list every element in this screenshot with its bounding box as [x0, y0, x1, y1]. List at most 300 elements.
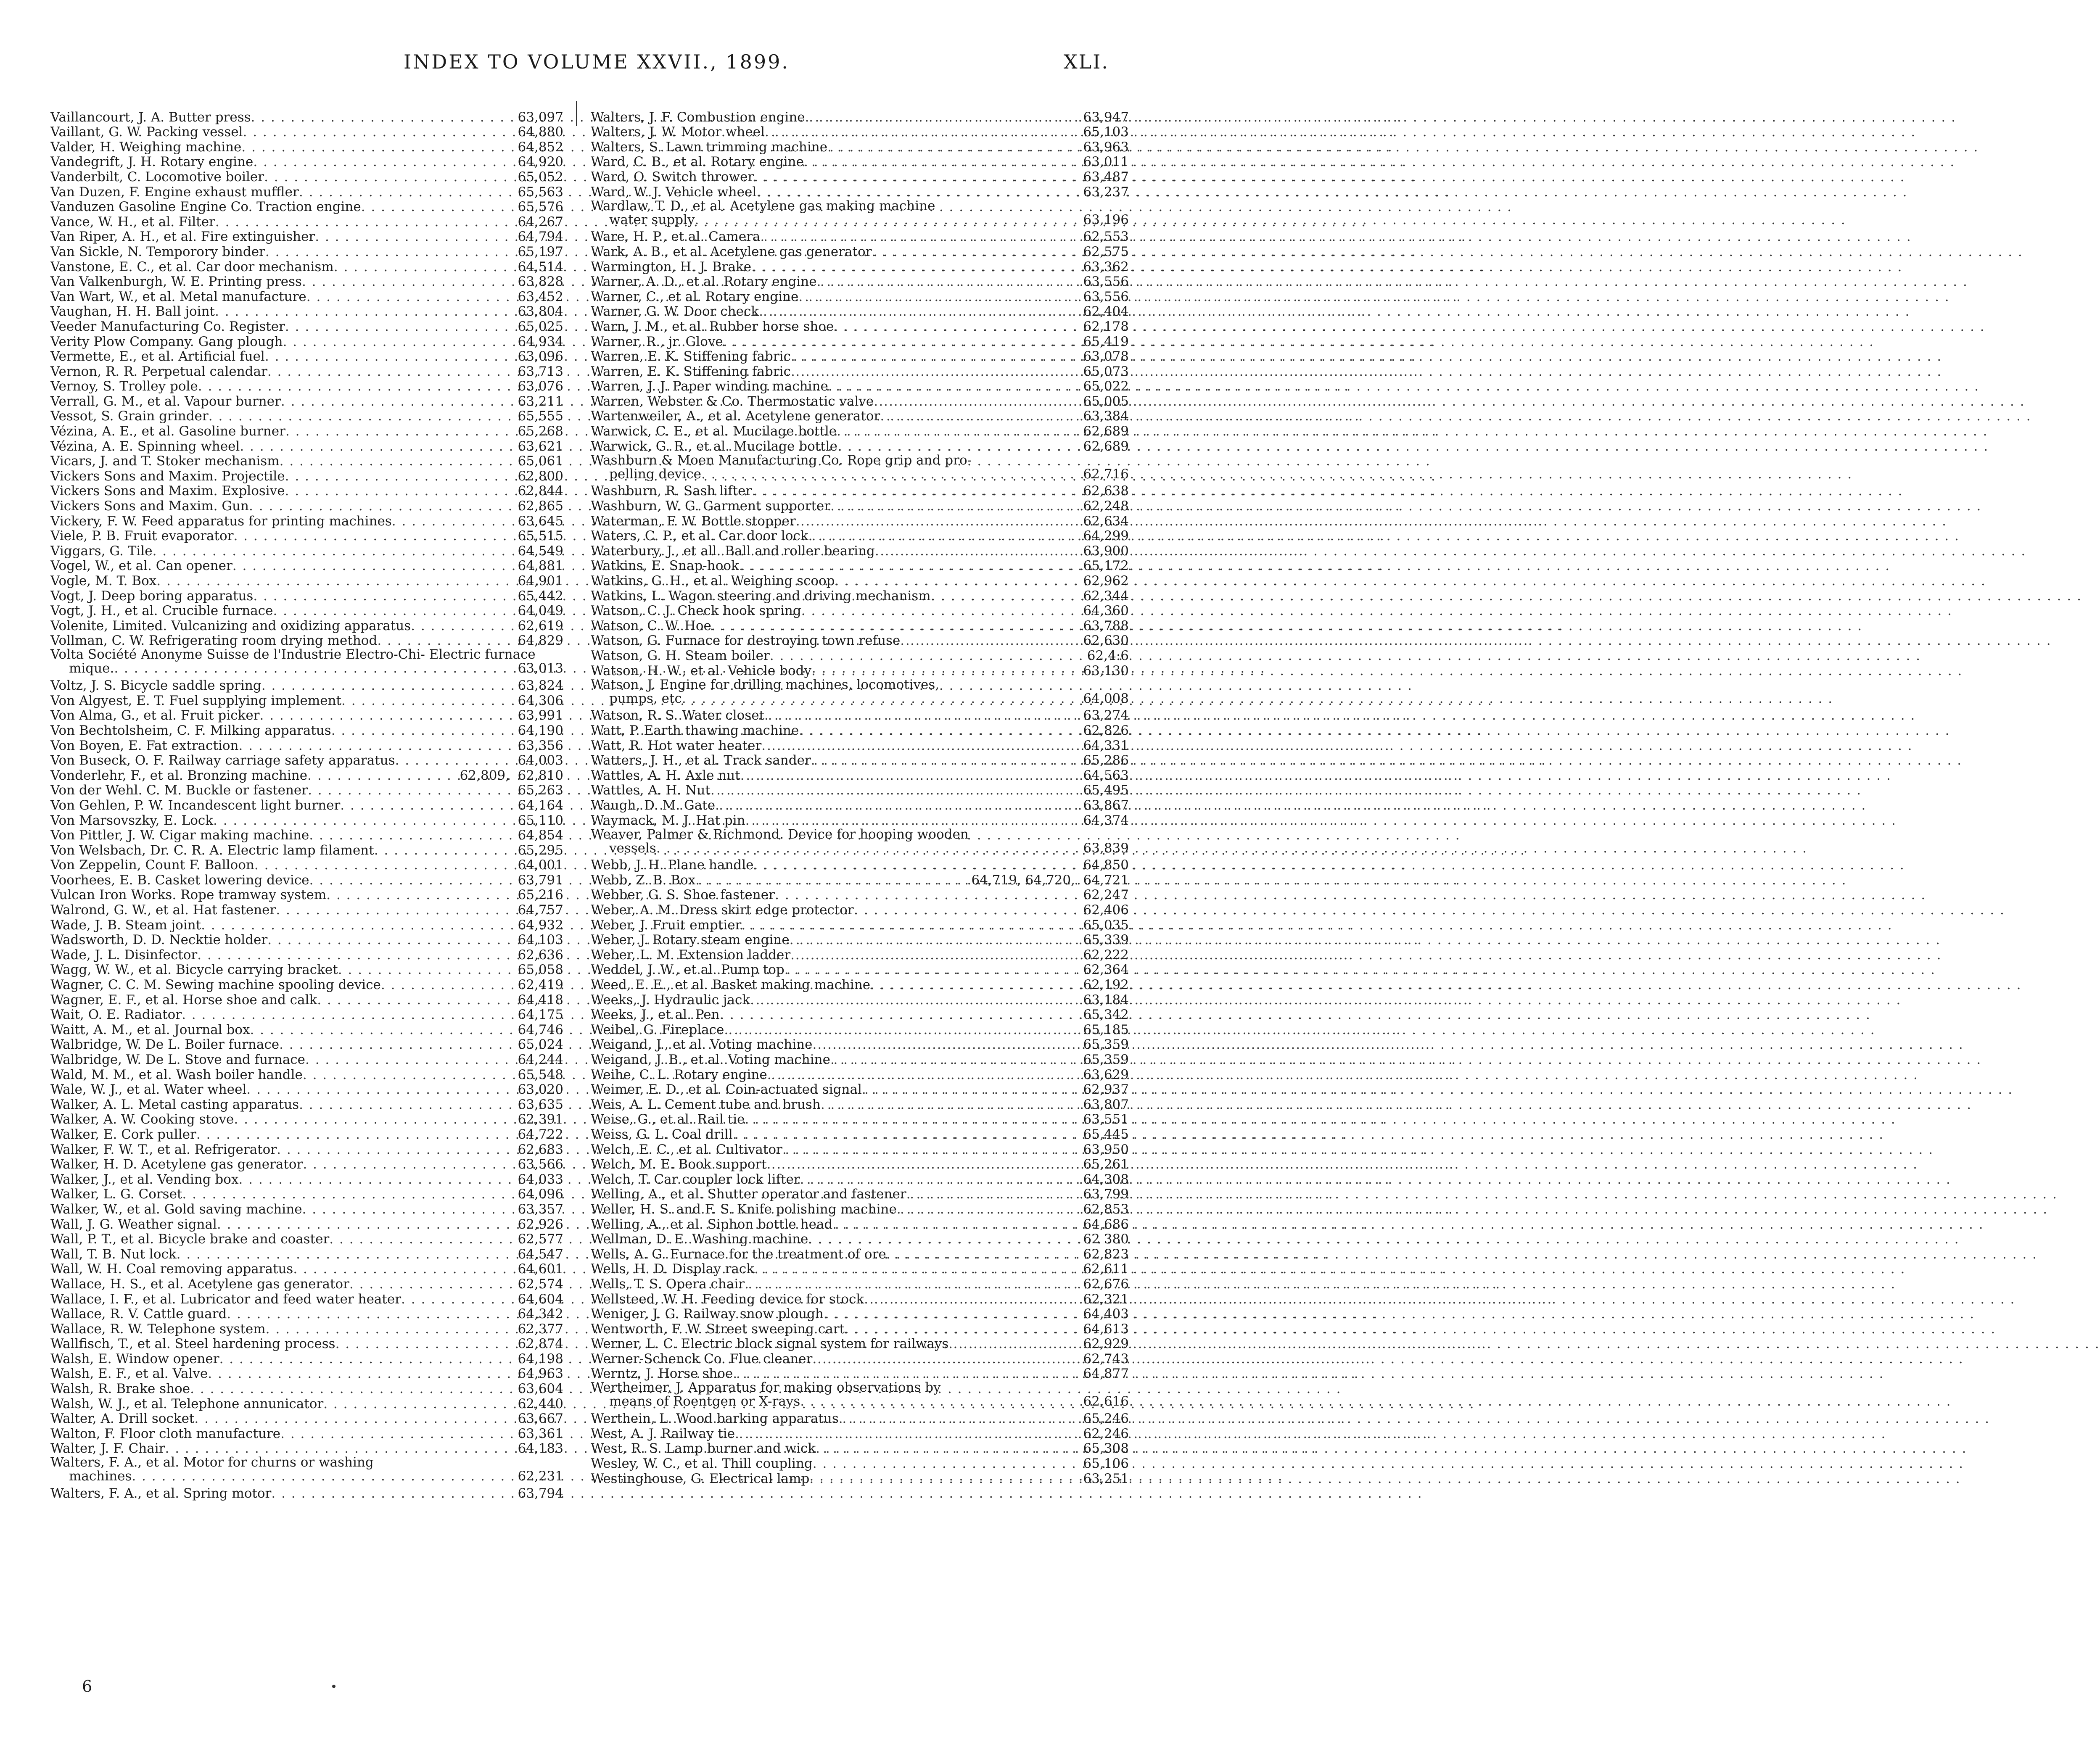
- entry-name-and-description: Welling, A., et al. Siphon bottle head: [591, 1216, 833, 1232]
- entry-name-and-description: Wade, J. B. Steam joint: [50, 917, 201, 933]
- entry-continuation-text: pumps, etc: [609, 691, 682, 706]
- entry-name-and-description: Walsh, R. Brake shoe: [50, 1381, 190, 1397]
- leader-dots: [754, 1262, 1075, 1276]
- entry-name-and-description: Weis, A. L. Cement tube and brush: [591, 1097, 821, 1112]
- index-entry: [50, 1321, 563, 1336]
- index-entry: [591, 334, 1129, 349]
- entry-name-and-description: Wagner, C. C. M. Sewing machine spooling device: [50, 977, 381, 993]
- patent-number: 62,404: [1083, 304, 1129, 319]
- index-entry: [50, 393, 563, 409]
- index-entry: [591, 409, 1129, 424]
- signature-mark: 6: [82, 1677, 92, 1696]
- patent-number: 65,555: [518, 409, 563, 424]
- leader-dots: [209, 409, 510, 423]
- patent-number: 65,185: [1083, 1022, 1129, 1037]
- leader-dots: [835, 574, 1075, 588]
- patent-number: 63,867: [1083, 797, 1129, 813]
- leader-dots: [182, 1187, 510, 1201]
- leader-dots: [695, 213, 1075, 227]
- printer-dot: [332, 1685, 335, 1688]
- entry-name-and-description: Vance, W. H., et al. Filter: [50, 214, 215, 229]
- patent-number: 62,874: [518, 1336, 563, 1352]
- entry-name-and-description: Wellman, D. E. Washing machine: [591, 1232, 808, 1247]
- leader-dots: [323, 1397, 510, 1411]
- leader-dots: [800, 1395, 1075, 1409]
- patent-number: 65,216: [518, 887, 563, 903]
- patent-number: 64,096: [518, 1187, 563, 1202]
- patent-number: 64,932: [518, 917, 563, 933]
- entry-name-and-description: Von Zeppelin, Count F. Balloon: [50, 857, 254, 873]
- entry-name-and-description: Valder, H. Weighing machine: [50, 139, 242, 155]
- leader-dots: [285, 470, 510, 483]
- entry-name-and-description: Walton, F. Floor cloth manufacture: [50, 1426, 281, 1441]
- leader-dots: [760, 230, 1075, 244]
- leader-dots: [799, 724, 1075, 738]
- leader-dots: [254, 858, 510, 872]
- leader-dots: [752, 484, 1075, 498]
- leader-dots: [246, 1083, 510, 1097]
- entry-name-and-description: Weigand, J. B., et al. Voting machine: [591, 1052, 830, 1067]
- leader-dots: [219, 1352, 510, 1366]
- index-entry: [50, 723, 563, 738]
- index-entry: [591, 768, 1129, 783]
- entry-name-and-description: Watkins, E. Snap-hook: [591, 558, 739, 574]
- entry-name-and-description: Weeks, J. Hydraulic jack: [591, 992, 750, 1008]
- page-header: [59, 50, 1134, 84]
- leader-dots: [326, 888, 510, 902]
- index-entry: [591, 229, 1129, 244]
- leader-dots: [213, 814, 510, 828]
- index-entry: [591, 1471, 1129, 1486]
- index-entry: [50, 304, 563, 319]
- leader-dots: [299, 185, 510, 199]
- leader-dots: [839, 1412, 1075, 1426]
- leader-dots: [750, 993, 1075, 1007]
- index-entry: [50, 932, 563, 947]
- leader-dots: [234, 1113, 510, 1126]
- index-entry: [591, 244, 1129, 259]
- entry-name-and-description: Walker, E. Cork puller: [50, 1126, 196, 1142]
- index-entry: [50, 468, 563, 483]
- patent-number: 63,556: [1083, 289, 1129, 304]
- patent-number: 62,962: [1083, 573, 1129, 588]
- page-title: INDEX TO VOLUME XXVII., 1899.: [403, 50, 790, 73]
- patent-number: 62,689: [1083, 438, 1129, 454]
- entry-name-and-description: Werner-Schenck Co. Flue cleaner: [591, 1351, 813, 1366]
- leader-dots: [656, 841, 1075, 855]
- entry-name-and-description: Weddel, J. W., et al. Pump top: [591, 962, 785, 978]
- patent-number: 62,577: [518, 1232, 563, 1247]
- index-entry: [591, 528, 1129, 543]
- index-entry: [591, 259, 1129, 274]
- patent-number: 63,963: [1083, 139, 1129, 155]
- leader-dots: [259, 709, 510, 723]
- patent-number: 63,011: [1083, 154, 1129, 170]
- index-entry: [50, 1441, 563, 1456]
- index-entry: [50, 738, 563, 753]
- entry-name-and-description: Weise, G., et al. Rail tie: [591, 1112, 745, 1127]
- patent-number: 63,947: [1083, 109, 1129, 125]
- index-entry: [50, 1022, 563, 1037]
- leader-dots: [285, 320, 510, 334]
- index-entry: [50, 857, 563, 873]
- patent-number: 63,788: [1083, 618, 1129, 633]
- patent-number: 63,629: [1083, 1067, 1129, 1082]
- patent-number: 63,237: [1083, 184, 1129, 200]
- index-entry: [591, 588, 1129, 603]
- entry-name-and-description: Warner, C., et al. Rotary engine: [591, 289, 799, 304]
- leader-dots: [283, 335, 510, 349]
- entry-name-and-description: Warner, G. W. Door check: [591, 304, 759, 319]
- entry-name-and-description: Washburn, R. Sash lifter: [591, 483, 752, 499]
- entry-name-and-description: Wagg, W. W., et al. Bicycle carrying bracket: [50, 962, 338, 978]
- page-number: XLI.: [1063, 50, 1109, 73]
- leader-dots: [331, 724, 510, 738]
- leader-dots: [334, 260, 510, 274]
- patent-number: 65,106: [1083, 1456, 1129, 1472]
- leader-dots: [305, 1053, 510, 1067]
- entry-name-and-description: Webber, G. S. Shoe fastener: [591, 887, 775, 903]
- leader-dots: [238, 1173, 510, 1187]
- patent-number-extra: 62,809,: [460, 768, 510, 783]
- index-entry: [50, 199, 563, 214]
- entry-name-and-description: Warren, Webster & Co. Thermostatic valve: [591, 393, 874, 409]
- patent-number: 62,937: [1083, 1082, 1129, 1097]
- leader-dots: [265, 245, 510, 259]
- leader-dots: [153, 544, 510, 558]
- entry-continuation: [50, 1469, 563, 1483]
- patent-number: 64,852: [518, 139, 563, 155]
- leader-dots: [281, 395, 510, 409]
- patent-number: 62,440: [518, 1396, 563, 1411]
- leader-dots: [271, 1487, 510, 1501]
- entry-name-and-description: Vogt, J. Deep boring apparatus: [50, 588, 254, 604]
- index-entry: [591, 977, 1129, 992]
- patent-number: 65,295: [518, 842, 563, 858]
- entry-name-and-description: Watson, G. Furnace for destroying town refuse: [591, 633, 901, 649]
- leader-dots: [837, 425, 1075, 438]
- leader-dots: [303, 1068, 510, 1082]
- leader-dots: [299, 1098, 510, 1112]
- entry-name-and-description: Van Wart, W., et al. Metal manufacture: [50, 289, 306, 304]
- index-entry: [591, 274, 1129, 289]
- entry-name-and-description: Vernoy, S. Trolley pole: [50, 379, 198, 394]
- entry-name-and-description: Watkins, G. H., et al. Weighing scoop: [591, 573, 835, 588]
- patent-number: 63,013: [518, 661, 563, 676]
- patent-number: 62,676: [1083, 1276, 1129, 1292]
- patent-number: 62,616: [1083, 1394, 1129, 1409]
- index-entry: [591, 1112, 1129, 1127]
- index-entry: [50, 1187, 563, 1202]
- leader-dots: [190, 1382, 510, 1396]
- index-entry: [50, 1246, 563, 1261]
- leader-dots: [395, 754, 510, 768]
- leader-dots: [280, 1427, 510, 1441]
- patent-number: 65,445: [1083, 1126, 1129, 1142]
- patent-number: 63,096: [518, 349, 563, 364]
- patent-number: 64,877: [1083, 1366, 1129, 1382]
- leader-dots: [745, 814, 1075, 828]
- entry-name-and-description: Weller, H. S. and F. S. Knife polishing machine: [591, 1201, 897, 1217]
- patent-number: 64,183: [518, 1441, 563, 1456]
- index-entry: [50, 1082, 563, 1097]
- leader-dots: [837, 440, 1075, 454]
- leader-dots: [309, 873, 510, 887]
- patent-number: 63,362: [1083, 259, 1129, 274]
- index-entry: [50, 1336, 563, 1351]
- index-entry: [50, 1142, 563, 1157]
- leader-dots: [761, 739, 1075, 753]
- index-entry: [50, 1157, 563, 1172]
- index-entry: [50, 1276, 563, 1291]
- index-entry: [591, 872, 1129, 887]
- entry-name-and-description: Wallace, R. W. Telephone system: [50, 1321, 266, 1337]
- index-entry: [50, 1201, 563, 1216]
- index-entry: [591, 1321, 1129, 1336]
- patent-number: 63,251: [1083, 1471, 1129, 1486]
- index-entry: [50, 1216, 563, 1232]
- patent-number: 63,274: [1083, 708, 1129, 723]
- index-entry: [591, 1411, 1129, 1426]
- index-entry: [50, 648, 563, 678]
- index-entry: [591, 1336, 1129, 1351]
- entry-name-and-description: Von der Wehl. C. M. Buckle or fastener: [50, 783, 308, 798]
- index-entry: [50, 1366, 563, 1381]
- patent-number: 64,722: [518, 1126, 563, 1142]
- patent-number: 63,452: [518, 289, 563, 304]
- leader-dots: [306, 290, 510, 304]
- entry-name-and-description: Vanduzen Gasoline Engine Co. Traction engine: [50, 199, 361, 215]
- leader-dots: [880, 409, 1075, 423]
- entry-name-and-description: Wells, T. S. Opera chair: [591, 1276, 745, 1292]
- entry-name-and-description: Von Gehlen, P. W. Incandescent light burner: [50, 797, 341, 813]
- leader-dots: [401, 1293, 510, 1306]
- leader-dots: [114, 662, 510, 675]
- leader-dots: [824, 1307, 1075, 1321]
- entry-name-and-description: Watkins, L. Wagon steering and driving mechanism: [591, 588, 931, 604]
- entry-name-and-description: Wattles, A. H. Nut: [591, 783, 711, 798]
- index-entry: [50, 977, 563, 992]
- entry-name-and-description: Weihe, C. L. Rotary engine: [591, 1067, 767, 1082]
- index-entry: [591, 1037, 1129, 1052]
- patent-number: 64,308: [1083, 1171, 1129, 1187]
- patent-number: 65,073: [1083, 364, 1129, 379]
- index-entry: [50, 842, 563, 857]
- entry-name-and-description: Webb, J. H. Plane handle: [591, 857, 754, 873]
- index-entry: [591, 738, 1129, 753]
- patent-number: 65,261: [1083, 1157, 1129, 1172]
- entry-name-and-description: Vaillancourt, J. A. Butter press: [50, 109, 251, 125]
- leader-dots: [264, 170, 510, 184]
- patent-number: 63,487: [1083, 169, 1129, 185]
- leader-dots: [854, 903, 1075, 917]
- index-entry: [50, 1486, 563, 1501]
- index-entry: [50, 154, 563, 169]
- index-entry: [591, 1007, 1129, 1022]
- patent-number: 65,263: [518, 783, 563, 798]
- leader-dots: [767, 1158, 1075, 1171]
- index-entry: [591, 962, 1129, 977]
- index-entry: [50, 872, 563, 887]
- entry-name-and-description: Watson, R. S. Water closet: [591, 708, 765, 723]
- patent-number: 62,178: [1083, 319, 1129, 334]
- entry-name-and-description: Washburn & Moen Manufacturing Co. Rope grip and pro-: [591, 452, 972, 468]
- entry-name-and-description: Walker, H. D. Acetylene gas generator: [50, 1157, 303, 1172]
- leader-dots: [266, 1322, 510, 1336]
- leader-dots: [816, 1442, 1075, 1456]
- index-entry: [591, 1187, 1129, 1202]
- entry-name-and-description: Weber, A. M. Dress skirt edge protector: [591, 902, 854, 918]
- patent-number: 63,839: [1083, 840, 1129, 856]
- patent-number: 63,713: [518, 364, 563, 379]
- entry-name-and-description: Warren, J. J. Paper winding machine: [591, 379, 828, 394]
- entry-name-and-description: Ward, O. Switch thrower: [591, 169, 754, 185]
- leader-dots: [832, 1218, 1075, 1232]
- entry-name-and-description: Walters, F. A., et al. Motor for churns or washing: [50, 1455, 374, 1470]
- patent-number: 62,929: [1083, 1336, 1129, 1352]
- entry-name-and-description: Von Algyest, E. T. Fuel supplying implement: [50, 693, 342, 708]
- patent-number: 63,791: [518, 872, 563, 888]
- patent-number: 64,563: [1083, 768, 1129, 783]
- patent-number: 63,667: [518, 1411, 563, 1427]
- entry-continuation: [591, 841, 1129, 855]
- leader-dots: [201, 918, 510, 932]
- leader-dots: [828, 380, 1075, 393]
- leader-dots: [872, 245, 1075, 259]
- entry-name-and-description: Walsh, W. J., et al. Telephone annunicator: [50, 1396, 324, 1411]
- index-entry: [591, 797, 1129, 812]
- patent-number: 65,339: [1083, 932, 1129, 948]
- leader-dots: [827, 140, 1075, 154]
- index-entry: [591, 379, 1129, 394]
- patent-number: 64,829: [518, 633, 563, 649]
- leader-dots: [217, 1218, 510, 1232]
- leader-dots: [886, 1248, 1075, 1261]
- index-entry: [591, 169, 1129, 184]
- entry-name-and-description: Wadsworth, D. D. Necktie holder: [50, 932, 268, 948]
- leader-dots: [341, 694, 510, 708]
- entry-name-and-description: Ward, C. B., et al. Rotary engine: [591, 154, 804, 170]
- entry-name-and-description: Walters, J. W. Motor wheel: [591, 124, 765, 140]
- index-entry: [591, 648, 1129, 663]
- entry-name-and-description: Walbridge, W. De L. Stove and furnace: [50, 1052, 306, 1067]
- entry-name-and-description: Wark, A. B., et al. Acetylene gas generator: [591, 244, 872, 259]
- entry-name-and-description: Walker, W., et al. Gold saving machine: [50, 1201, 302, 1217]
- patent-number: 65,548: [518, 1067, 563, 1082]
- patent-number: 65,005: [1083, 393, 1129, 409]
- entry-name-and-description: Vessot, S. Grain grinder: [50, 409, 209, 424]
- index-entry: [50, 1097, 563, 1112]
- entry-name-and-description: Vonderlehr, F., et al. Bronzing machine: [50, 768, 308, 783]
- entry-name-and-description: Vézina, A. E., et al. Gasoline burner: [50, 424, 285, 439]
- leader-dots: [335, 1337, 510, 1351]
- patent-number: 62,689: [1083, 424, 1129, 439]
- leader-dots: [754, 858, 1075, 872]
- entry-name-and-description: Vollman, C. W. Refrigerating room drying method: [50, 633, 378, 649]
- entry-name-and-description: Volta Société Anonyme Suisse de l'Industrie Electro-Chi- Electric furnace: [50, 647, 536, 662]
- entry-name-and-description: Wall, T. B. Nut lock: [50, 1246, 177, 1262]
- patent-number: 64,901: [518, 573, 563, 588]
- entry-name-and-description: Von Pittler, J. W. Cigar making machine: [50, 828, 309, 843]
- entry-name-and-description: Walker, J., et al. Vending box: [50, 1171, 239, 1187]
- index-entry: [50, 259, 563, 274]
- entry-continuation: [591, 692, 1129, 706]
- entry-name-and-description: Waitt, A. M., et al. Journal box: [50, 1022, 250, 1037]
- index-entry: [50, 498, 563, 513]
- index-entry: [591, 423, 1129, 438]
- leader-dots: [285, 484, 510, 498]
- index-entry: [50, 1052, 563, 1067]
- leader-dots: [165, 1442, 510, 1456]
- patent-number: 62,716: [1083, 466, 1129, 482]
- patent-number: 65,172: [1083, 558, 1129, 574]
- leader-dots: [948, 1337, 1075, 1351]
- entry-name-and-description: Waymack, M. J. Hat pin: [591, 812, 745, 828]
- entry-name-and-description: Wertheimer, J. Apparatus for making observations by: [591, 1380, 941, 1395]
- patent-number: 64,008: [1083, 691, 1129, 706]
- leader-dots: [267, 365, 510, 379]
- leader-dots: [682, 692, 1075, 706]
- leader-dots: [754, 170, 1075, 184]
- index-entry: [591, 573, 1129, 588]
- leader-dots: [809, 1472, 1075, 1486]
- entry-name-and-description: Vicars, J. and T. Stoker mechanism: [50, 454, 280, 469]
- patent-number: 62,406: [1083, 902, 1129, 918]
- leader-dots: [392, 514, 510, 528]
- index-entry: [50, 409, 563, 424]
- entry-name-and-description: Watters, J. H., et al. Track sander: [591, 753, 811, 768]
- entry-name-and-description: Wartenweiler, A., et al. Acetylene generator: [591, 409, 880, 424]
- entry-name-and-description: Vanderbilt, C. Locomotive boiler: [50, 169, 264, 185]
- patent-number: 65,359: [1083, 1052, 1129, 1067]
- patent-number: 64,175: [518, 1007, 563, 1023]
- index-entry: [50, 783, 563, 798]
- entry-name-and-description: Vézina, A. E. Spinning wheel: [50, 438, 240, 454]
- entry-continuation: [591, 213, 1129, 227]
- index-entry: [591, 1381, 1129, 1411]
- leader-dots: [782, 1143, 1075, 1157]
- entry-name-and-description: Watson, H. W., et al. Vehicle body: [591, 663, 811, 678]
- entry-name-and-description: Vickers Sons and Maxim. Explosive: [50, 483, 285, 499]
- index-entry: [591, 932, 1129, 947]
- entry-name-and-description: Wesley, W. C., et al. Thill coupling: [591, 1456, 813, 1472]
- index-entry: [591, 154, 1129, 169]
- leader-dots: [232, 559, 510, 573]
- patent-number: 63,356: [518, 738, 563, 753]
- entry-name-and-description: Watson, G. H. Steam boiler: [591, 648, 770, 663]
- patent-number: 63,804: [518, 304, 563, 319]
- patent-number: 63,076: [518, 379, 563, 394]
- index-entry: [50, 184, 563, 199]
- entry-name-and-description: Waterman, F. W. Bottle stopper: [591, 513, 796, 529]
- patent-number: 63,828: [518, 274, 563, 290]
- index-entry: [591, 992, 1129, 1007]
- entry-name-and-description: Wall, W. H. Coal removing apparatus: [50, 1261, 293, 1277]
- patent-number: 63,020: [518, 1082, 563, 1097]
- patent-number: 65,419: [1083, 334, 1129, 349]
- index-entry: [591, 513, 1129, 528]
- entry-name-and-description: Weed, E. E., et al. Basket making machine: [591, 977, 871, 993]
- leader-dots: [897, 1203, 1075, 1216]
- patent-number: 65,035: [1083, 917, 1129, 933]
- leader-dots: [834, 320, 1075, 334]
- entry-name-and-description: Weiss, G. L. Coal drill: [591, 1126, 733, 1142]
- leader-dots: [745, 1277, 1075, 1291]
- leader-dots: [791, 365, 1075, 379]
- patent-number: 64,103: [518, 932, 563, 948]
- index-entry: [50, 1007, 563, 1022]
- index-entry: [591, 902, 1129, 917]
